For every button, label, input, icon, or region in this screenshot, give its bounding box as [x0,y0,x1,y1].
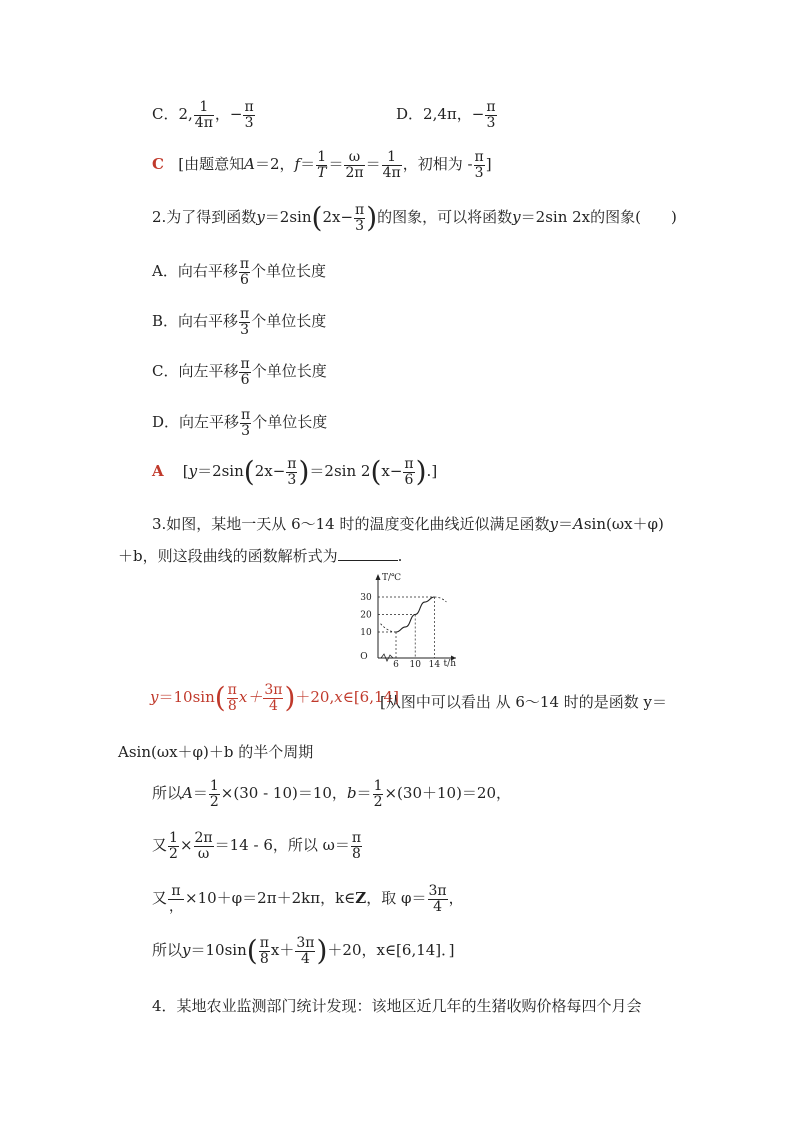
option-a: A．向右平移 $\frac{\pi}{6}$ 个单位长度 [152,256,327,288]
x-tick-10: 10 [409,660,421,670]
y-tick-10: 10 [360,628,372,638]
answer-1: C [由题意知A＝2，f＝ $\frac{1}{T}$ ＝ $\frac{\omega}{2\pi}$ ＝ $\frac{1}{4\pi}$ ，初相为 - $\frac{\pi}{3}$ ] [152,149,492,181]
x-tick-14: 14 [428,660,441,670]
curve-extension-right [434,597,446,602]
solution-line-2: 又 $\frac{1}{2}$ × $\frac{2\pi}{\omega}$ ＝14 - 6，所以 ω＝ $\frac{\pi}{8}$ [152,830,362,862]
solution-line-1: 所以A＝ $\frac{1}{2}$ ×(30 - 10)＝10，b＝ $\frac{1}{2}$ ×(30＋10)＝20， [152,778,512,810]
option-c: C．向左平移 $\frac{\pi}{6}$ 个单位长度 [152,356,327,388]
solution-line-4: 所以y＝10sin( $\frac{\pi}{8}$ x＋ $\frac{3\pi}{4}$ )＋20，x∈[6,14]．] [152,934,455,968]
option-d-line: D．2,4π，− $\frac{\pi}{3}$ [396,99,496,131]
question-2: 2.为了得到函数y＝2sin(2x− $\frac{\pi}{3}$ )的图象，可以将函数y＝2sin 2x的图象( ) [152,201,677,235]
y-tick-20: 20 [360,610,372,621]
temperature-chart [340,570,460,670]
answer-3-formula: y＝10sin( $\frac{\pi}{8}$ x＋ $\frac{3\pi}{4}$ )＋20,x∈[6,14] [150,681,399,715]
y-axis-arrow [376,574,381,580]
answer-2: A [y＝2sin(2x− $\frac{\pi}{3}$ )＝2sin 2(x− $\frac{\pi}{6}$ ).] [152,455,438,489]
question-3-line1: 3.如图，某地一天从 6～14 时的温度变化曲线近似满足函数y＝Asin(ωx＋φ) [152,515,664,533]
option-c-line: C．2, $\frac{1}{4\pi}$ ，− $\frac{\pi}{3}$ [152,99,254,131]
origin-label: O [360,652,368,662]
x-axis-label: t/h [443,659,456,669]
x-tick-6: 6 [393,660,399,670]
question-4: 4．某地农业监测部门统计发现：该地区近几年的生猪收购价格每四个月会 [152,997,642,1015]
question-3-line2: ＋b，则这段曲线的函数解析式为 . [118,547,403,565]
solution-line-3: 又 $\frac{\pi}{,}$ ×10＋φ＝2π＋2kπ，k∈Z，取 φ＝ $\frac{3\pi}{4}$ ， [152,883,464,915]
curve-extension-left [380,623,396,632]
option-b: B．向右平移 $\frac{\pi}{3}$ 个单位长度 [152,306,327,338]
y-tick-30: 30 [360,593,372,603]
option-d: D．向左平移 $\frac{\pi}{3}$ 个单位长度 [152,407,328,439]
answer-3-note: [从图中可以看出 从 6～14 时的是函数 y＝ [380,693,668,711]
answer-3-line2: Asin(ωx＋φ)＋b 的半个周期 [118,743,314,761]
answer-blank [338,546,398,561]
y-axis-label: T/℃ [382,573,402,583]
